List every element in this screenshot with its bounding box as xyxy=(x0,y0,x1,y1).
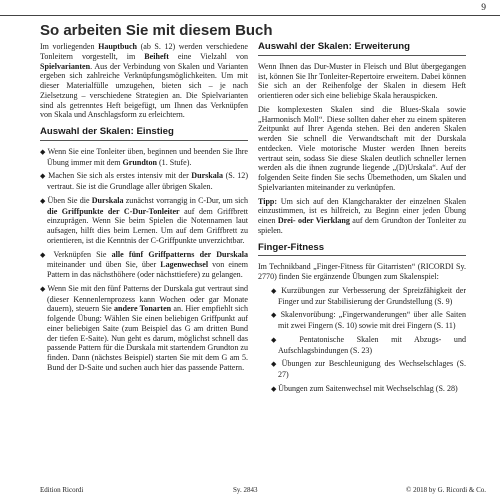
heading-finger-fitness: Finger-Fitness xyxy=(258,243,466,257)
bold-text: die Griffpunkte der C-Dur-Tonleiter xyxy=(47,206,180,216)
footer-catalog-number: Sy. 2843 xyxy=(233,486,258,494)
text-run: (S. 12) vertraut. Sie ist die Grundlage aller übrigen Skalen. xyxy=(47,171,248,191)
text-run: Wenn Sie eine Tonleiter üben, beginnen und beenden Sie Ihre Übung immer mit dem xyxy=(47,146,248,167)
list-item xyxy=(40,196,248,246)
bold-text: Drei- oder Vierklang xyxy=(277,216,350,225)
text-run: an. Hier empfiehlt sich folgende Übung: Wählen Sie einen beliebigen Griffpunkt auf einer beliebigen Saite (zum Beispiel das G am dritten Bund der tiefen E-Saite). Nun geht es darum, möglichst schnell das passende Pattern für die Durskala mit startendem Grundton zu finden. Dann (nächstes Beispiel) starten Sie mit dem G am 5. Bund der D-Saite und suchen auch hier das passende Pattern. xyxy=(47,304,248,372)
intro-paragraph xyxy=(40,42,248,120)
text-run: Machen Sie sich als erstes intensiv mit der xyxy=(48,171,192,181)
list-item xyxy=(264,286,466,307)
text-run: auf dem Griffbrett einzuprägen. Wenn Sie beim Spielen die Notennamen laut aufsagen, hilft dies beim Lernen. Um auf dem Griffbrett zu orientieren, ist die Kenntnis der C-Griffpunkte unverzichtbar. xyxy=(47,206,248,245)
bold-text: Durskala xyxy=(91,195,124,205)
bold-text: Durskala xyxy=(191,171,224,181)
text-run: Verknüpfen Sie xyxy=(53,249,112,259)
text-run: Übungen zum Saitenwechsel mit Wechselschlag (S. 28) xyxy=(278,383,458,393)
list-item xyxy=(264,384,466,395)
text-run: Im vorliegenden xyxy=(40,42,99,51)
text-run: zunächst vorrangig in C-Dur, um sich xyxy=(123,195,248,205)
bold-text: alle fünf Griffpatterns der Durskala xyxy=(111,249,248,259)
bold-text: Beiheft xyxy=(144,51,169,61)
list-item xyxy=(264,359,466,380)
text-run: Üben Sie die xyxy=(47,195,92,205)
page-title: So arbeiten Sie mit diesem Buch xyxy=(40,22,273,39)
text-run: Pentatonische Skalen mit Abzugs- und Aufschlagsbindungen (S. 23) xyxy=(278,334,467,355)
diamond-bullet-icon: ◆ xyxy=(40,172,49,181)
text-run: Wenn Ihnen das Dur-Muster in Fleisch und Blut übergegangen ist, können Sie Ihr Tonleiter-Repertoire erweitern. Dabei können Sie sich an der Reihenfolge der Skalen in diesem Heft orientieren oder sich eine beliebige Skala herauspicken. xyxy=(258,61,466,100)
bold-text: Lagenwechsel xyxy=(160,260,209,270)
text-run: Im Technikband „Finger-Fitness für Gitarristen“ (RICORDI Sy. 2770) finden Sie ergänzende Übungen zum Skalenspiel: xyxy=(258,262,466,281)
text-run: miteinander und üben Sie, über xyxy=(47,260,161,270)
diamond-bullet-icon: ◆ xyxy=(40,147,48,156)
left-column xyxy=(40,42,248,377)
list-item xyxy=(264,335,466,356)
text-run: von einem Pattern in das nächsthöhere (oder nächsttiefere) zu gelangen. xyxy=(47,260,248,279)
text-run: auf dem Grundton der Tonleiter zu spielen. xyxy=(258,216,466,235)
diamond-bullet-icon: ◆ xyxy=(40,284,48,293)
footer-publisher: Edition Ricordi xyxy=(40,486,84,494)
tipp-paragraph xyxy=(258,197,466,236)
diamond-bullet-icon: ◆ xyxy=(271,335,300,344)
list-item xyxy=(40,147,248,168)
list-item xyxy=(40,250,248,280)
list-item xyxy=(40,284,248,373)
bold-text: Spielvarianten xyxy=(40,61,91,71)
bold-text: andere Tonarten xyxy=(113,304,172,314)
diamond-bullet-icon: ◆ xyxy=(271,360,282,369)
right-column xyxy=(258,42,466,399)
diamond-bullet-icon: ◆ xyxy=(40,250,54,259)
text-run: Wenn Sie mit den fünf Patterns der Durskala gut vertraut sind (dieser Kennenlernprozess kann Wochen oder gar Monate dauern), steuern Sie xyxy=(47,283,248,314)
bold-text: Grundton xyxy=(122,157,157,167)
top-rule xyxy=(0,15,500,16)
erweiterung-paragraph-1 xyxy=(258,62,466,101)
bold-text: Hauptbuch xyxy=(98,42,137,51)
text-run: (1. Stufe). xyxy=(156,157,192,167)
list-item xyxy=(264,310,466,331)
text-run: Um sich auf den Klangcharakter der einzelnen Skalen einzustimmen, ist es hilfreich, zu Beginn einer jeden Übung einen xyxy=(258,196,466,225)
heading-erweiterung: Auswahl der Skalen: Erweiterung xyxy=(258,42,466,56)
heading-einstieg: Auswahl der Skalen: Einstieg xyxy=(40,127,248,141)
diamond-bullet-icon: ◆ xyxy=(40,196,48,205)
text-run: . Aus der Verbindung von Skalen und Varianten ergeben sich zahlreiche Verknüpfungsmöglichkeiten. Um mit dieser Materialfülle umzugehen, bieten sich – je nach Zielsetzung – verschiedene Strategien an. Die Spielvarianten sind als getrenntes Heft beigefügt, um Ihnen das Verknüpfen von Skala und Anschlagsform zu erleichtern. xyxy=(40,61,248,120)
footer-copyright: © 2018 by G. Ricordi & Co. xyxy=(406,486,486,494)
finger-fitness-list xyxy=(258,286,466,395)
einstieg-list xyxy=(40,147,248,373)
text-run: Die komplexesten Skalen sind die Blues-Skala sowie „Harmonisch Moll“. Diese sollten daher eher zu einem späteren Zeitpunkt auf Ihrer Agenda stehen. Bei den anderen Skalen werden Sie schnell die Verwandtschaft mit der Durskala entdecken. Viele motorische Muster werden Ihnen bereits vertraut sein, sodass Sie diese Skalen deutlich schneller lernen werden als die ihnen zugrunde liegende „(D)Urskala“. Auf der folgenden Seite finden Sie sechs Übemethoden, um Skalen und Spielvarianten miteinander zu verknüpfen. xyxy=(258,104,466,192)
text-run: Kurzübungen zur Verbesserung der Spreizfähigkeit der Finger und zur Stabilisierung der Grundstellung (S. 9) xyxy=(278,285,467,306)
text-run: Übungen zur Beschleunigung des Wechselschlages (S. 27) xyxy=(278,359,466,379)
diamond-bullet-icon: ◆ xyxy=(271,286,282,295)
list-item xyxy=(40,171,248,192)
finger-fitness-paragraph xyxy=(258,262,466,282)
text-run: Skalenvorübung: „Fingerwanderungen“ über alle Saiten mit zwei Fingern (S. 10) sowie mit drei Fingern (S. 11) xyxy=(278,310,466,330)
page-number: 9 xyxy=(481,3,486,13)
diamond-bullet-icon: ◆ xyxy=(271,311,281,320)
text-run: eine Vielzahl von xyxy=(168,51,248,61)
erweiterung-paragraph-2 xyxy=(258,105,466,193)
text-run: (ab S. 12) werden verschiedene Tonleitern vorgestellt, im xyxy=(40,42,248,61)
diamond-bullet-icon: ◆ xyxy=(271,384,279,393)
bold-text: Tipp: xyxy=(258,196,278,206)
